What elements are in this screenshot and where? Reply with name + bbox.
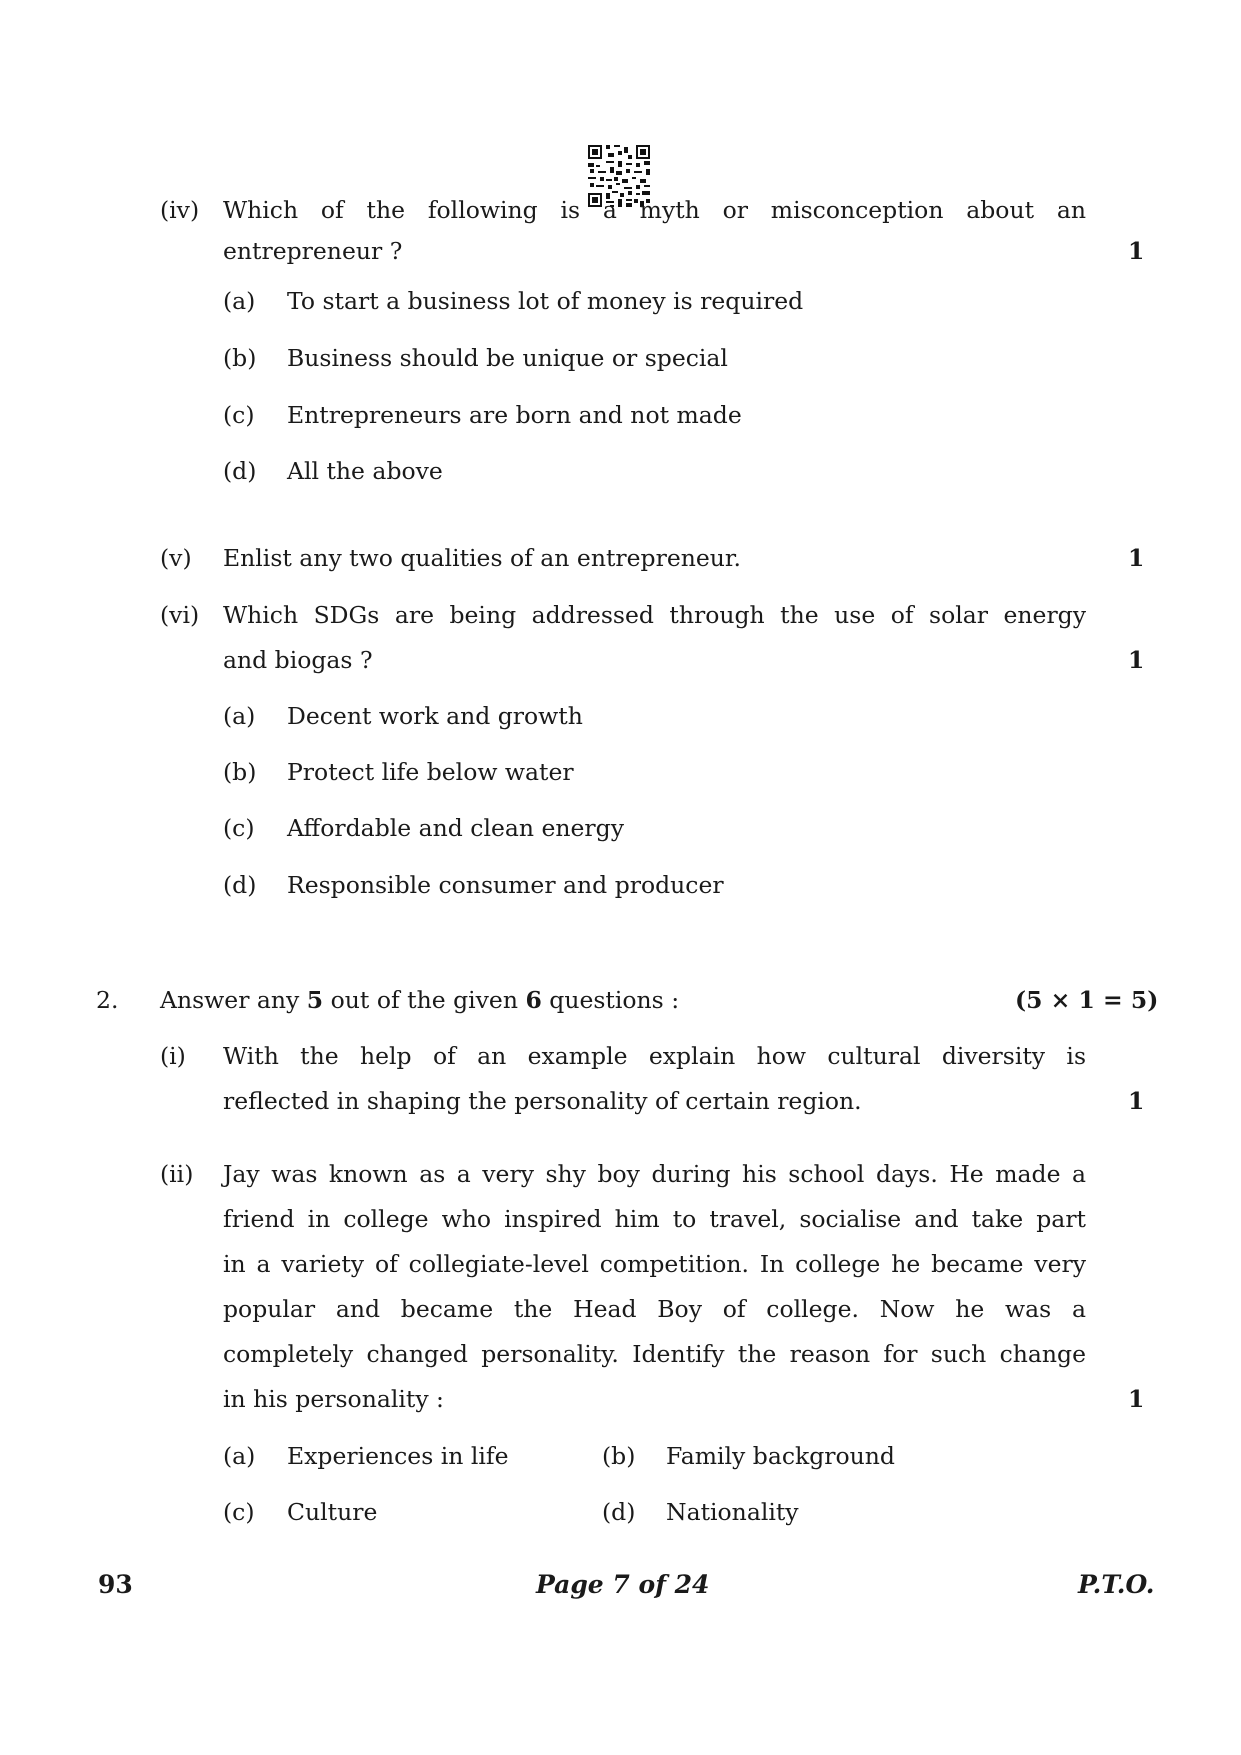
page-number: Page 7 of 24 [536, 1570, 710, 1599]
option-text: Nationality [666, 1498, 799, 1526]
question-number: (v) [160, 544, 192, 572]
option-text: Culture [287, 1498, 378, 1526]
question-text-line: reflected in shaping the personality of certain region. [223, 1087, 862, 1115]
question-text-line: in a variety of collegiate-level competition. In college he became very [223, 1250, 1086, 1278]
question-text-line: Which SDGs are being addressed through the use of solar energy [223, 601, 1086, 629]
question-instruction: Answer any 5 out of the given 6 questions : [160, 986, 680, 1014]
marks-value: 1 [1128, 1385, 1145, 1413]
option-label: (d) [223, 871, 257, 899]
question-text-line: in his personality : [223, 1385, 444, 1413]
question-text-line: friend in college who inspired him to travel, socialise and take part [223, 1205, 1086, 1233]
option-text: Experiences in life [287, 1442, 509, 1470]
question-text: Enlist any two qualities of an entrepreneur. [223, 544, 742, 572]
question-text-line: Jay was known as a very shy boy during his school days. He made a [223, 1160, 1086, 1188]
marks-value: 1 [1128, 1087, 1145, 1115]
question-text-line: completely changed personality. Identify the reason for such change [223, 1340, 1086, 1368]
option-text: Family background [666, 1442, 895, 1470]
option-text: All the above [287, 457, 443, 485]
option-text: Decent work and growth [287, 702, 583, 730]
option-label: (a) [223, 702, 256, 730]
question-text-line: entrepreneur ? [223, 237, 403, 265]
marks-distribution: (5 × 1 = 5) [1015, 986, 1159, 1014]
option-label: (b) [223, 344, 257, 372]
question-text-line: With the help of an example explain how cultural diversity is [223, 1042, 1086, 1070]
pto-label: P.T.O. [1078, 1570, 1155, 1599]
marks-value: 1 [1128, 237, 1145, 265]
marks-value: 1 [1128, 646, 1145, 674]
option-label: (c) [223, 401, 255, 429]
option-text: Protect life below water [287, 758, 574, 786]
question-text-line: and biogas ? [223, 646, 373, 674]
marks-value: 1 [1128, 544, 1145, 572]
question-number: (ii) [160, 1160, 194, 1188]
option-label: (c) [223, 814, 255, 842]
option-label: (d) [223, 457, 257, 485]
option-text: Responsible consumer and producer [287, 871, 724, 899]
question-text-line: popular and became the Head Boy of college. Now he was a [223, 1295, 1086, 1323]
option-text: To start a business lot of money is required [287, 287, 804, 315]
question-text-line: Which of the following is a myth or misconception about an [223, 196, 1086, 224]
option-label: (b) [602, 1442, 636, 1470]
paper-code: 93 [98, 1570, 133, 1599]
question-number: (iv) [160, 196, 200, 224]
option-label: (a) [223, 287, 256, 315]
question-number: (vi) [160, 601, 200, 629]
option-label: (a) [223, 1442, 256, 1470]
question-number: 2. [96, 986, 119, 1014]
option-label: (b) [223, 758, 257, 786]
option-text: Entrepreneurs are born and not made [287, 401, 742, 429]
option-text: Affordable and clean energy [287, 814, 624, 842]
option-label: (c) [223, 1498, 255, 1526]
question-number: (i) [160, 1042, 186, 1070]
option-label: (d) [602, 1498, 636, 1526]
option-text: Business should be unique or special [287, 344, 728, 372]
